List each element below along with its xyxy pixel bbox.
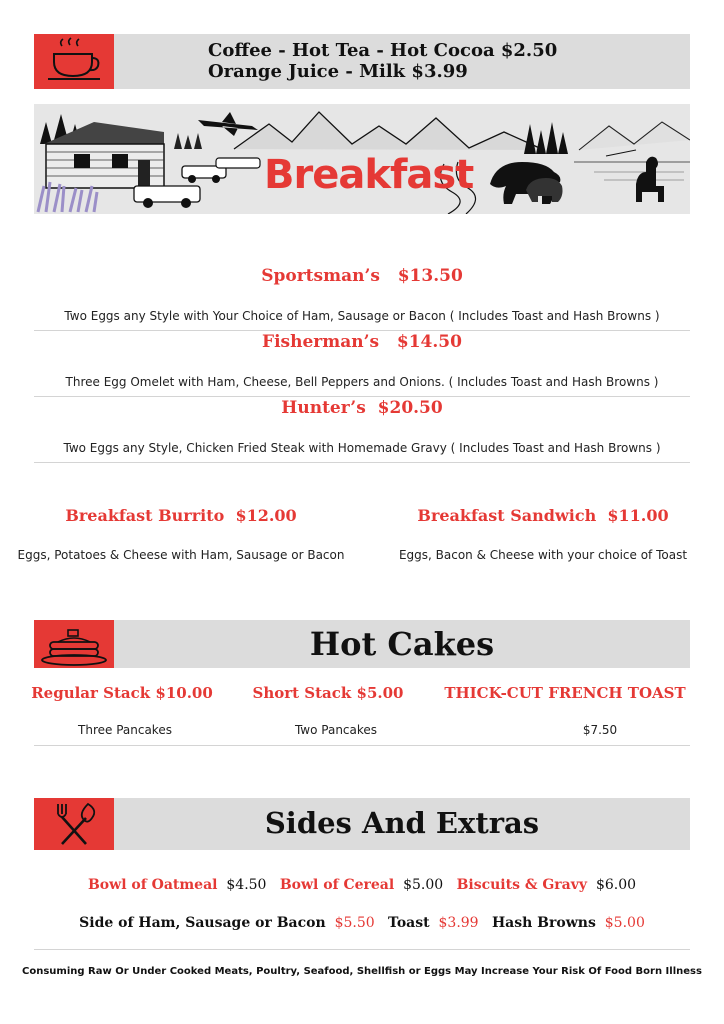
french-toast-title: THICK-CUT FRENCH TOAST bbox=[444, 684, 686, 702]
special-hunters-title: Hunter’s $20.50 bbox=[281, 398, 443, 418]
hotcakes-banner bbox=[34, 620, 690, 668]
special-fishermans-description: Three Egg Omelet with Ham, Cheese, Bell Peppers and Onions. ( Includes Toast and Hash Browns ) bbox=[65, 375, 659, 389]
drinks-line-1: Coffee - Hot Tea - Hot Cocoa $2.50 bbox=[208, 40, 558, 61]
divider bbox=[34, 330, 690, 331]
sandwich-title: Breakfast Sandwich $11.00 bbox=[417, 506, 669, 525]
special-hunters-description: Two Eggs any Style, Chicken Fried Steak with Homemade Gravy ( Includes Toast and Hash Browns ) bbox=[63, 441, 661, 455]
fork-knife-icon bbox=[34, 798, 114, 850]
special-sportsmans-description: Two Eggs any Style with Your Choice of Ham, Sausage or Bacon ( Includes Toast and Hash Browns ) bbox=[64, 309, 660, 323]
breakfast-banner bbox=[34, 104, 690, 214]
coffee-cup-icon bbox=[34, 34, 114, 89]
french-toast-price: $7.50 bbox=[582, 723, 618, 737]
side-cereal-price: $5.00 bbox=[403, 877, 444, 893]
divider bbox=[34, 396, 690, 397]
sides-title: Sides And Extras bbox=[264, 806, 540, 840]
sandwich-description: Eggs, Bacon & Cheese with your choice of Toast bbox=[398, 548, 688, 562]
burrito-title: Breakfast Burrito $12.00 bbox=[65, 506, 297, 525]
hotcake-short-description: Two Pancakes bbox=[294, 723, 378, 737]
hotcake-regular-description: Three Pancakes bbox=[78, 723, 172, 737]
breakfast-title: Breakfast bbox=[264, 152, 474, 198]
divider bbox=[34, 745, 690, 746]
special-sportsmans-title: Sportsman’s $13.50 bbox=[261, 266, 463, 286]
side-oatmeal-price: $4.50 bbox=[226, 877, 267, 893]
hotcake-regular-stack: Regular Stack $10.00 bbox=[31, 684, 213, 702]
side-meat-price: $5.50 bbox=[334, 915, 375, 931]
sides-row-2 bbox=[0, 915, 724, 931]
side-toast-price: $3.99 bbox=[438, 915, 479, 931]
side-meat: Side of Ham, Sausage or Bacon bbox=[79, 915, 326, 931]
hotcake-short-stack: Short Stack $5.00 bbox=[252, 684, 404, 702]
food-safety-warning: Consuming Raw Or Under Cooked Meats, Poultry, Seafood, Shellfish or Eggs May Increase Your Risk Of Food Born Illness bbox=[22, 966, 702, 977]
side-cereal: Bowl of Cereal bbox=[279, 877, 395, 893]
burrito-description: Eggs, Potatoes & Cheese with Ham, Sausage or Bacon bbox=[17, 548, 345, 562]
drinks-line-2: Orange Juice - Milk $3.99 bbox=[208, 61, 468, 82]
pancake-stack-icon bbox=[34, 620, 114, 668]
side-oatmeal: Bowl of Oatmeal bbox=[87, 877, 218, 893]
side-hash-browns-price: $5.00 bbox=[604, 915, 645, 931]
sides-banner bbox=[34, 798, 690, 850]
side-toast: Toast bbox=[388, 915, 430, 931]
drinks-banner bbox=[34, 34, 690, 89]
divider bbox=[34, 462, 690, 463]
hotcakes-title: Hot Cakes bbox=[309, 625, 495, 663]
side-hash-browns: Hash Browns bbox=[491, 915, 596, 931]
sides-row-1 bbox=[0, 877, 724, 893]
special-fishermans-title: Fisherman’s $14.50 bbox=[262, 332, 462, 352]
divider bbox=[34, 949, 690, 950]
side-biscuits-gravy-price: $6.00 bbox=[595, 877, 637, 893]
side-biscuits-gravy: Biscuits & Gravy bbox=[456, 877, 588, 893]
